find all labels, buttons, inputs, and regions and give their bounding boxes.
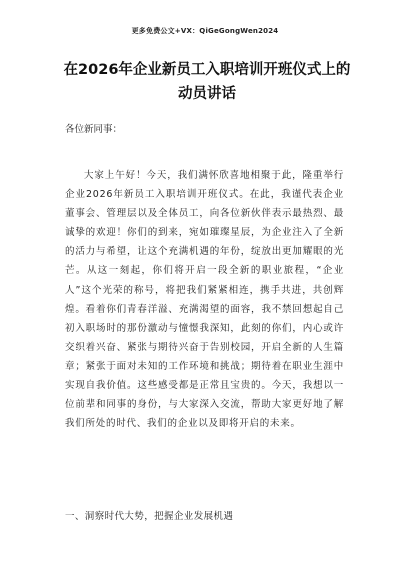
salutation: 各位新同事： xyxy=(65,124,123,135)
document-title: 在2026年企业新员工入职培训开班仪式上的动员讲话 xyxy=(63,62,351,102)
section-heading: 一、洞察时代大势，把握企业发展机遇 xyxy=(65,511,234,522)
body-paragraph: 大家上午好！今天，我们满怀欣喜地相聚于此，隆重举行企业2026年新员工入职培训开班仪式。在此，我谨代表企业董事会、管理层以及全体员工，向各位新伙伴表示最热烈、最诚挚的欢迎！你们的到来，宛如璀璨星辰，为企业注入了全新的活力与希望，让这个充满机遇的年份，绽放出更加耀眼的光芒。从这一刻起，你们将开启一段全新的职业旅程，“企业人”这个光荣的称号，将把我们紧紧相连，携手共进，共创辉煌。看着你们青春洋溢、充满渴望的面容，我不禁回想起自己初入职场时的那份激动与憧憬我深知，此刻的你们，内心或许交织着兴奋、紧张与期待兴奋于告别校园，开启全新的人生篇章；紧张于面对未知的工作环境和挑战；期待着在职业生涯中实现自我价值。这些感受都是正常且宝贵的。今天，我想以一位前辈和同事的身份，与大家深入交流，帮助大家更好地了解我们所处的时代、我们的企业以及即将开启的未来。 xyxy=(65,170,344,430)
header-note: 更多免费公文+VX：QiGeGongWen2024 xyxy=(131,27,279,35)
